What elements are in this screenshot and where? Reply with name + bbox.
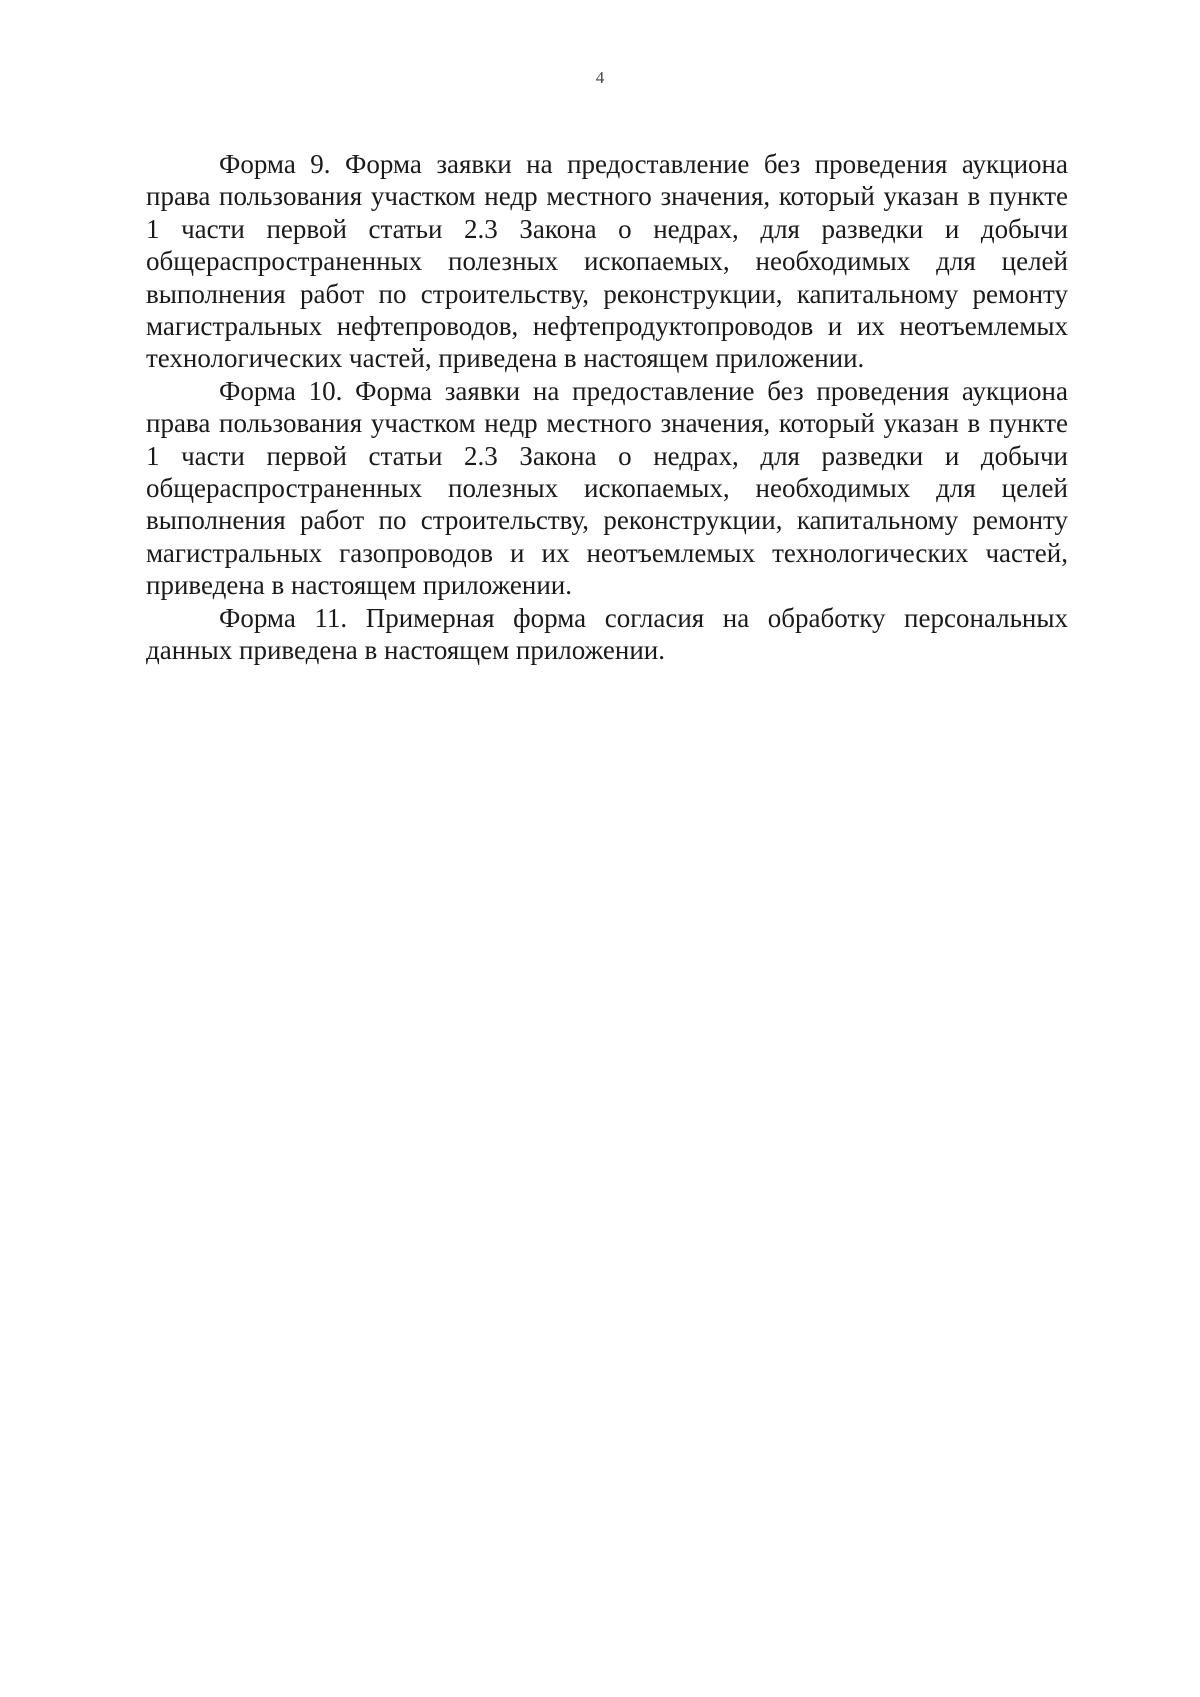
page-number: 4 (595, 68, 605, 87)
document-body (146, 148, 1068, 667)
paragraph-form-9: Форма 9. Форма заявки на предоставление без проведения аукциона права пользования участком недр местного значения, который указан в пункте 1 части первой статьи 2.3 Закона о недрах, для разведки и добычи общераспространенных полезных ископаемых, необходимых для целей выполнения работ по строительству, реконструкции, капитальному ремонту магистральных нефтепроводов, нефтепродуктопроводов и их неотъемлемых технологических частей, приведена в настоящем приложении. (146, 149, 1068, 374)
paragraph-form-10: Форма 10. Форма заявки на предоставление без проведения аукциона права пользования участком недр местного значения, который указан в пункте 1 части первой статьи 2.3 Закона о недрах, для разведки и добычи общераспространенных полезных ископаемых, необходимых для целей выполнения работ по строительству, реконструкции, капитальному ремонту магистральных газопроводов и их неотъемлемых технологических частей, приведена в настоящем приложении. (146, 375, 1068, 601)
paragraph-form-11: Форма 11. Примерная форма согласия на обработку персональных данных приведена в настоящем приложении. (146, 602, 1068, 666)
